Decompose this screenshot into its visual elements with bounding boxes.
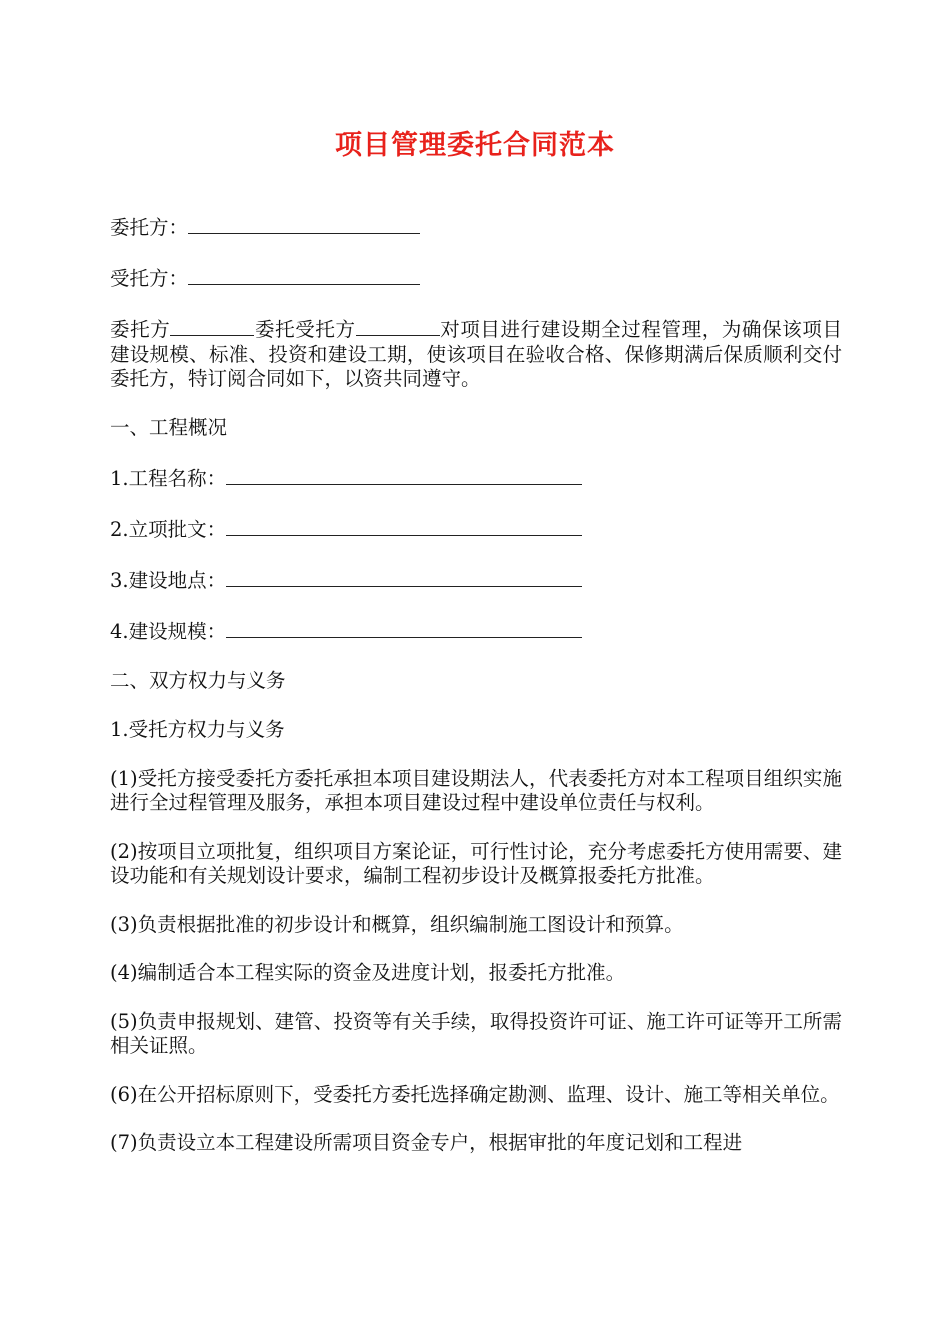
document-title: 项目管理委托合同范本	[335, 130, 615, 161]
scale-blank	[226, 618, 582, 638]
clause-1: (1)受托方接受委托方委托承担本项目建设期法人，代表委托方对本工程项目组织实施进行全过程管理及服务，承担本项目建设过程中建设单位责任与权利。	[110, 766, 842, 814]
project-name-line	[110, 465, 842, 492]
clause-7: (7)负责设立本工程建设所需项目资金专户，根据审批的年度记划和工程进	[110, 1131, 743, 1154]
location-blank	[226, 567, 582, 587]
scale-label: 4.建设规模：	[110, 619, 227, 643]
section-1-heading: 一、工程概况	[110, 415, 228, 439]
clause-3: (3)负责根据批准的初步设计和概算，组织编制施工图设计和预算。	[110, 912, 684, 936]
section-2-subheading: 1.受托方权力与义务	[110, 717, 285, 741]
client-party-label: 委托方：	[110, 216, 189, 239]
clause-6: (6)在公开招标原则下，受委托方委托选择确定勘测、监理、设计、施工等相关单位。	[110, 1082, 840, 1106]
location-label: 3.建设地点：	[110, 568, 227, 592]
location-line	[110, 567, 842, 594]
scale-line	[110, 618, 842, 645]
intro-part-1: 委托方	[110, 318, 171, 341]
clause-4: (4)编制适合本工程实际的资金及进度计划，报委托方批准。	[110, 961, 626, 984]
intro-agent-blank	[356, 316, 440, 336]
agent-party-label: 受托方：	[110, 267, 189, 290]
document-body	[110, 214, 842, 1180]
approval-doc-line	[110, 516, 842, 543]
intro-part-2: 委托受托方	[254, 318, 356, 341]
clause-5: (5)负责申报规划、建管、投资等有关手续，取得投资许可证、施工许可证等开工所需相关证照。	[110, 1009, 842, 1057]
approval-doc-blank	[226, 516, 582, 536]
agent-party-line	[110, 265, 842, 292]
clause-2: (2)按项目立项批复，组织项目方案论证，可行性讨论，充分考虑委托方使用需要、建设功能和有关规划设计要求，编制工程初步设计及概算报委托方批准。	[110, 839, 842, 887]
intro-paragraph	[110, 316, 842, 392]
section-2-heading: 二、双方权力与义务	[110, 668, 286, 692]
project-name-blank	[226, 465, 582, 485]
intro-part-3: 对项目进行建设期全过程管理，为确保该项目建设规模、标准、投资和建设工期，使该项目在验收合格、保修期满后保质顺利交付委托方，特订阅合同如下，以资共同遵守。	[110, 318, 842, 390]
agent-party-blank	[188, 265, 420, 285]
project-name-label: 1.工程名称：	[110, 466, 227, 490]
client-party-line	[110, 214, 842, 241]
approval-doc-label: 2.立项批文：	[110, 517, 227, 541]
intro-client-blank	[170, 316, 254, 336]
client-party-blank	[188, 214, 420, 234]
